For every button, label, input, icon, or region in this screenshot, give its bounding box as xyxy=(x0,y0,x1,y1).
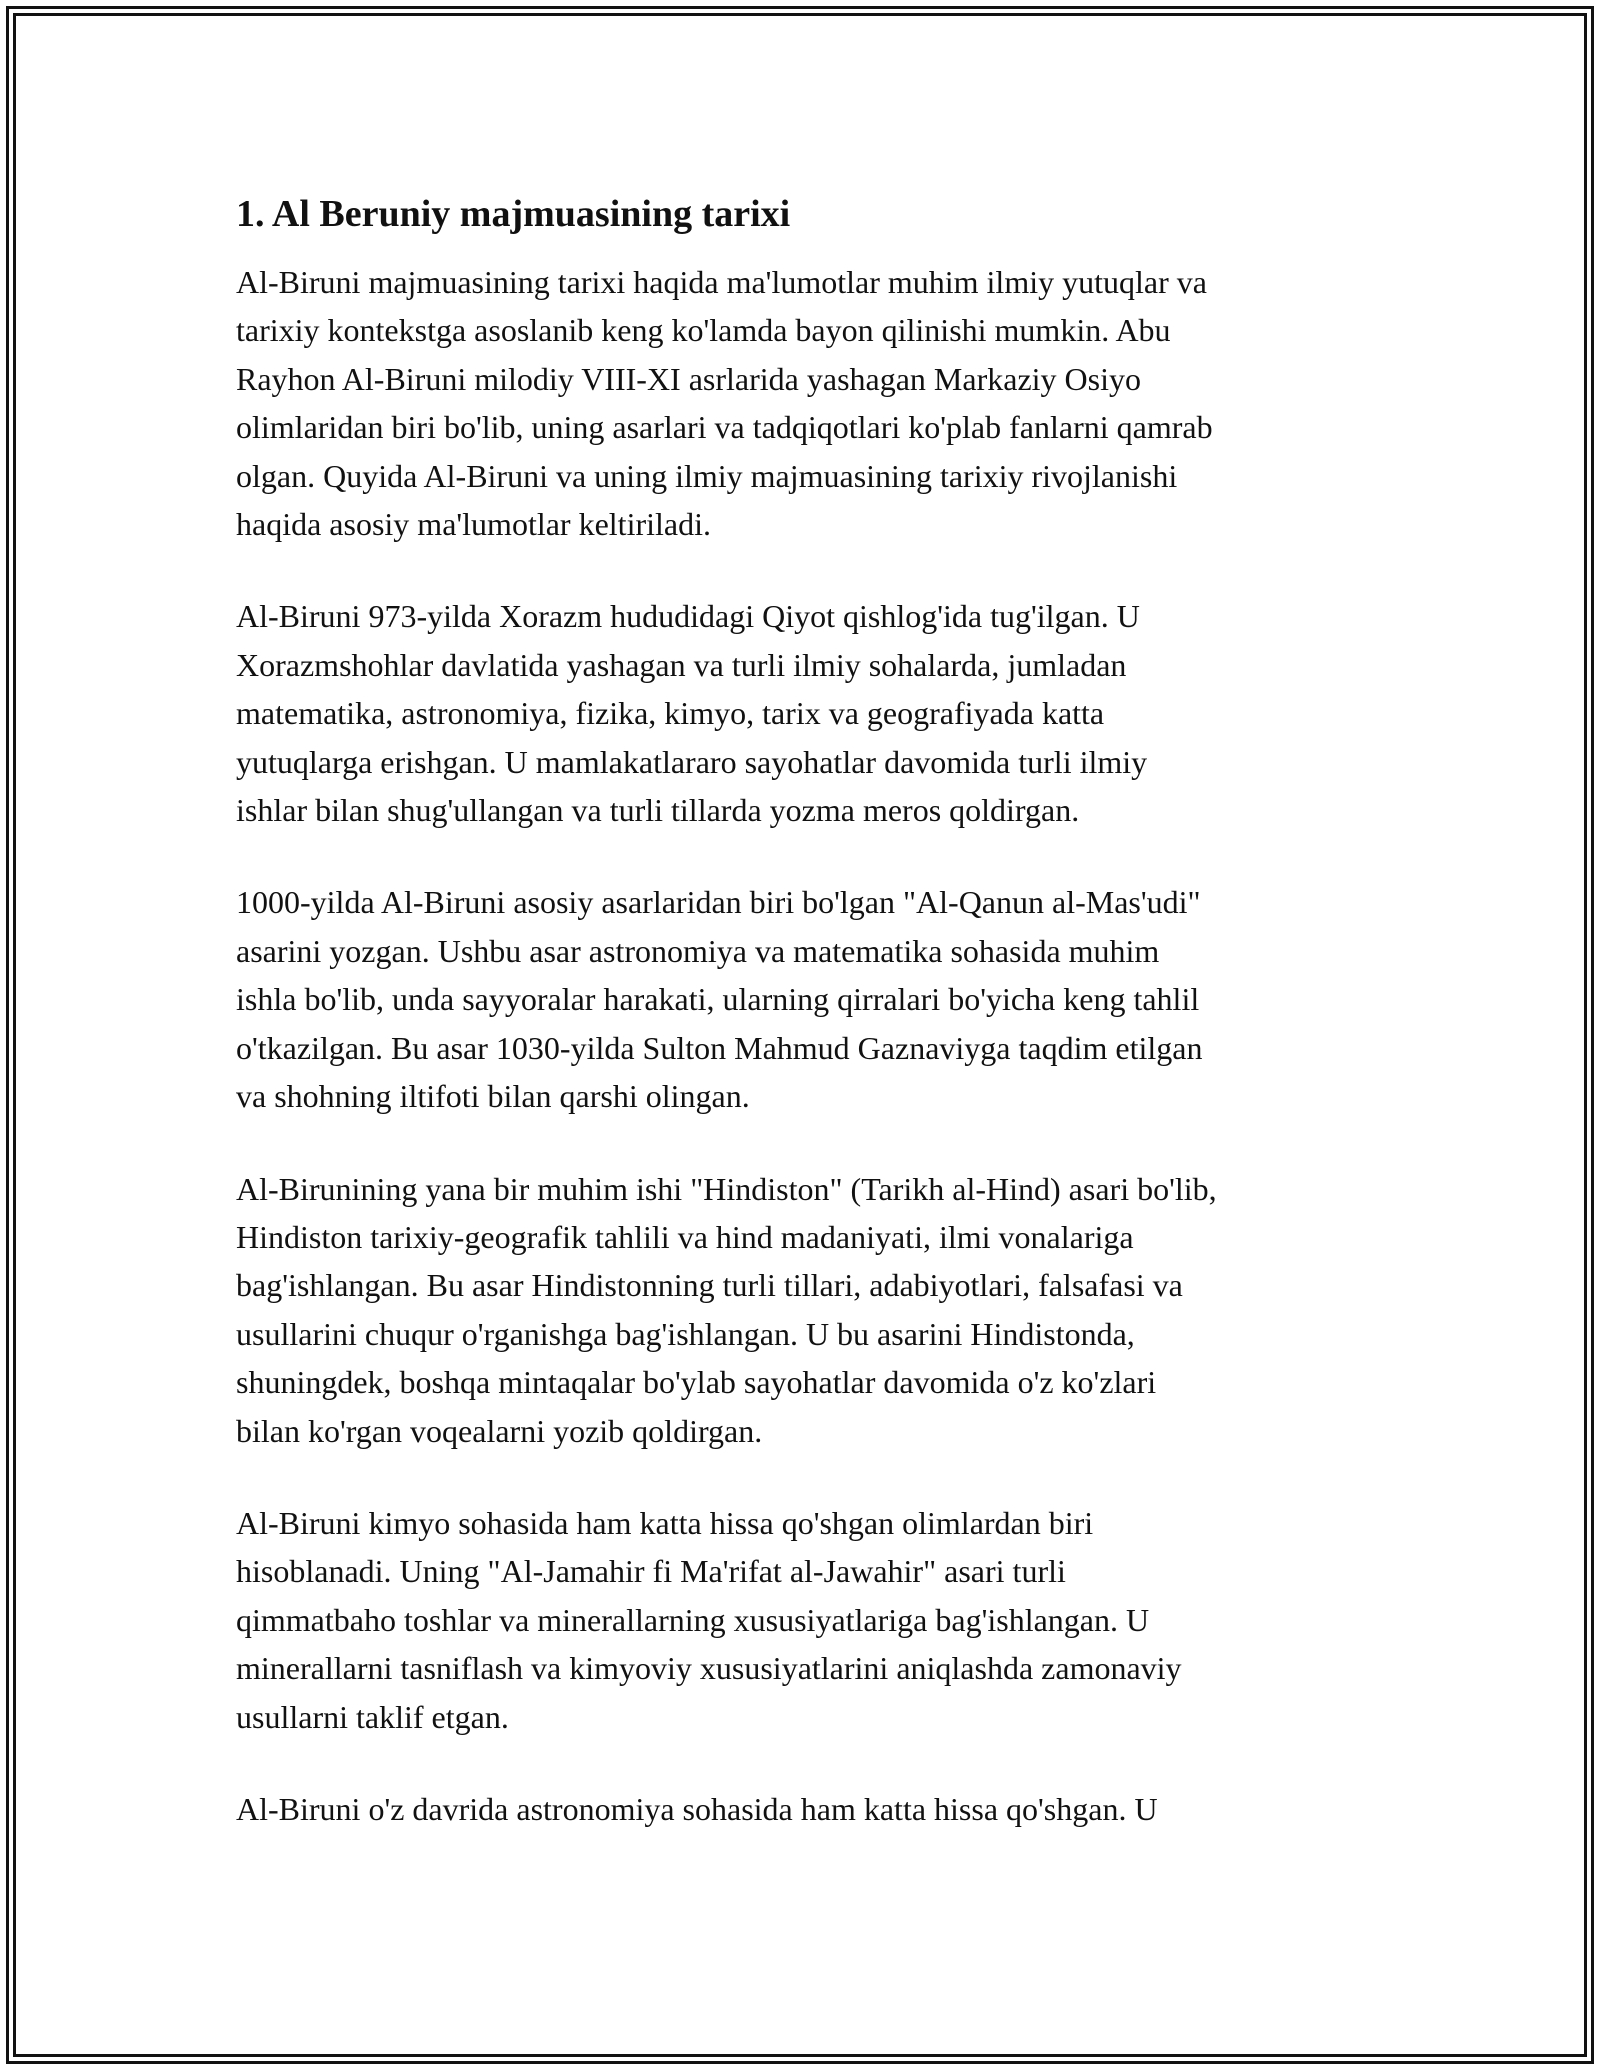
paragraph-astronomiya: Al-Biruni o'z davrida astronomiya sohasida ham katta hissa qo'shgan. U xyxy=(236,1790,1158,1827)
document-body xyxy=(236,190,1376,1877)
section-heading: 1. Al Beruniy majmuasining tarixi xyxy=(236,193,791,235)
paragraph-kimyo: Al-Biruni kimyo sohasida ham katta hissa qo'shgan olimlardan biri hisoblanadi. Uning "Al-Jamahir fi Ma'rifat al-Jawahir" asari turli qimmatbaho toshlar va minerallarning xususiyatlariga bag'ishlangan. U minerallarni tasniflash va kimyoviy xususiyatlarini aniqlashda zamonaviy usullarni taklif etgan. xyxy=(236,1504,1182,1735)
paragraph-birth: Al-Biruni 973-yilda Xorazm hududidagi Qiyot qishlog'ida tug'ilgan. U Xorazmshohlar davlatida yashagan va turli ilmiy sohalarda, jumladan matematika, astronomiya, fizika, kimyo, tarix va geografiyada katta yutuqlarga erishgan. U mamlakatlararo sayohatlar davomida turli ilmiy ishlar bilan shug'ullangan va turli tillarda yozma meros qoldirgan. xyxy=(236,598,1148,829)
paragraph-qanun: 1000-yilda Al-Biruni asosiy asarlaridan biri bo'lgan "Al-Qanun al-Mas'udi" asarini yozgan. Ushbu asar astronomiya va matematika sohasida muhim ishla bo'lib, unda sayyoralar harakati, ularning qirralari bo'yicha keng tahlil o'tkazilgan. Bu asar 1030-yilda Sulton Mahmud Gaznaviyga taqdim etilgan va shohning iltifoti bilan qarshi olingan. xyxy=(236,884,1203,1115)
paragraph-intro: Al-Biruni majmuasining tarixi haqida ma'lumotlar muhim ilmiy yutuqlar va tarixiy kontekstga asoslanib keng ko'lamda bayon qilinishi mumkin. Abu Rayhon Al-Biruni milodiy VIII-XI asrlarida yashagan Markaziy Osiyo olimlaridan biri bo'lib, uning asarlari va tadqiqotlari ko'plab fanlarni qamrab olgan. Quyida Al-Biruni va uning ilmiy majmuasining tarixiy rivojlanishi haqida asosiy ma'lumotlar keltiriladi. xyxy=(236,264,1213,543)
paragraph-hindiston: Al-Birunining yana bir muhim ishi "Hindiston" (Tarikh al-Hind) asari bo'lib, Hindiston tarixiy-geografik tahlili va hind madaniyati, ilmi vonalariga bag'ishlangan. Bu asar Hindistonning turli tillari, adabiyotlari, falsafasi va usullarini chuqur o'rganishga bag'ishlangan. U bu asarini Hindistonda, shuningdek, boshqa mintaqalar bo'ylab sayohatlar davomida o'z ko'zlari bilan ko'rgan voqealarni yozib qoldirgan. xyxy=(236,1170,1217,1449)
